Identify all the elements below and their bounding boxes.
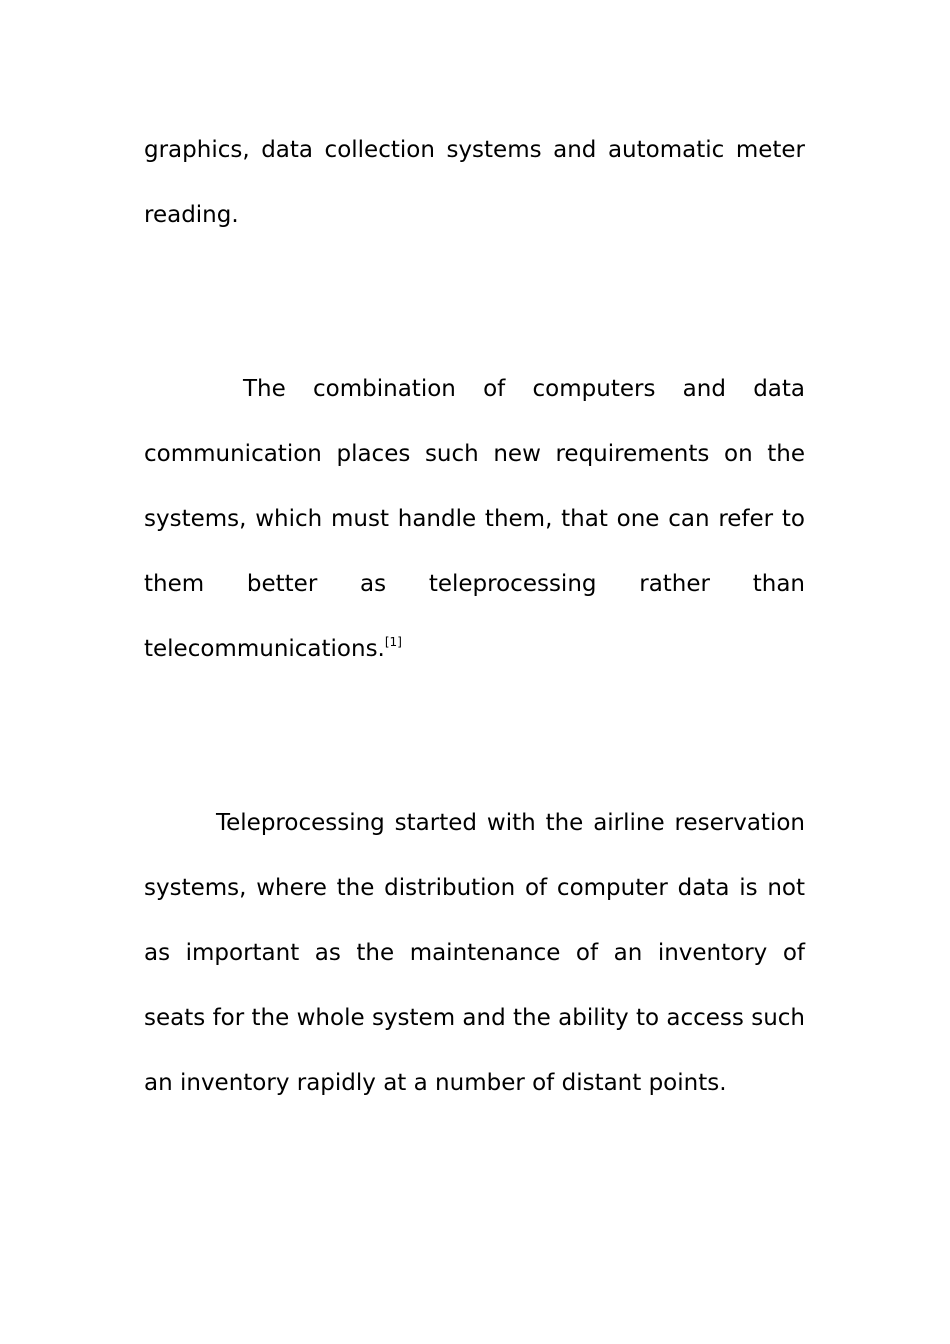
paragraph-text: Teleprocessing started with the airline reservation systems, where the distribution of computer data is not as important as the maintenance of an inventory of seats for the whole system and the ability to access such an inventory rapidly at a number of distant points. — [144, 810, 805, 1096]
paragraph-continuation — [144, 118, 805, 248]
paragraph-text: graphics, data collection systems and automatic meter reading. — [144, 137, 805, 228]
paragraph-teleprocessing — [144, 791, 805, 1116]
paragraph-text: The combination of computers and data communication places such new requirements on the systems, which must handle them, that one can refer to them better as teleprocessing rather than telecommunications. — [144, 376, 805, 662]
paragraph-combination — [144, 357, 805, 682]
citation-marker[interactable]: [1] — [384, 635, 402, 649]
